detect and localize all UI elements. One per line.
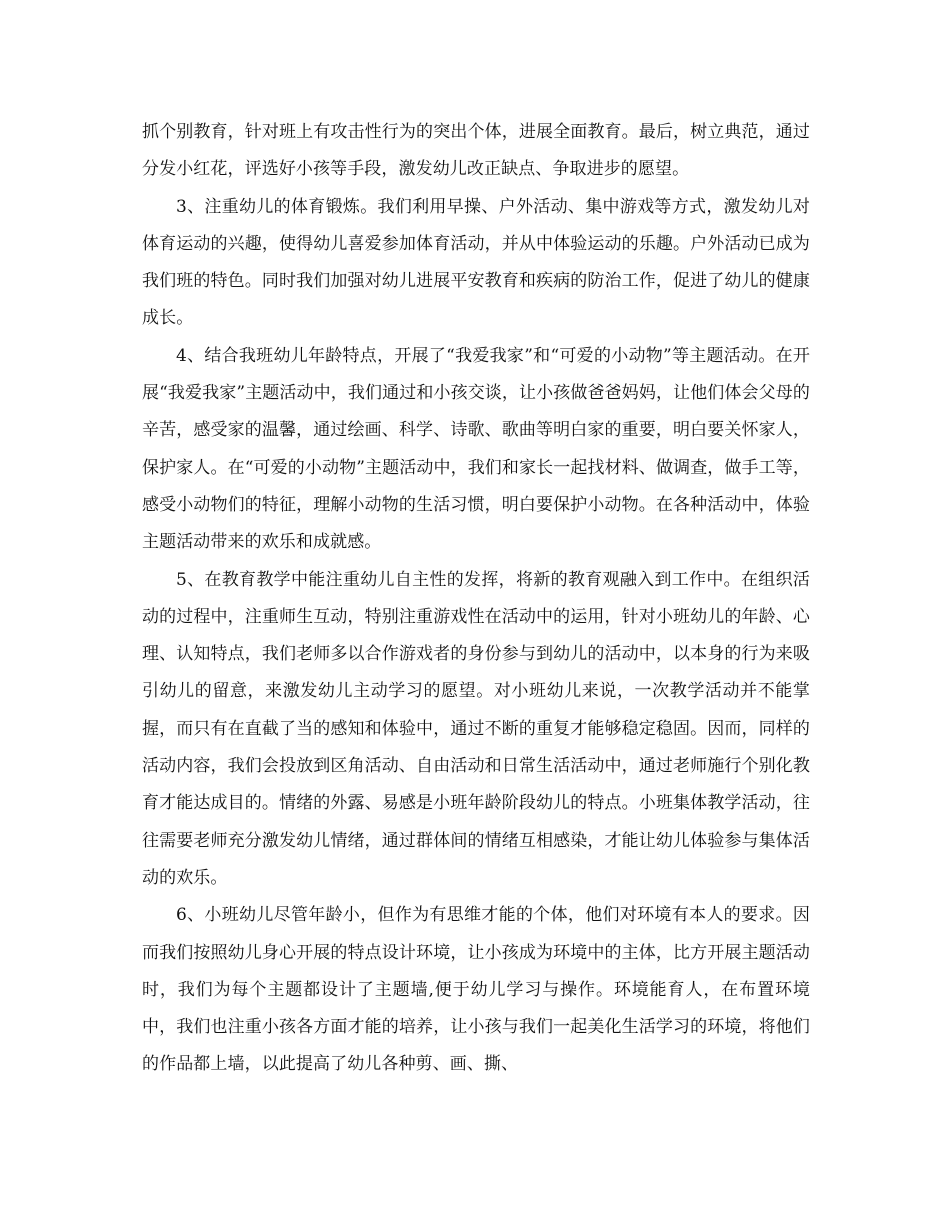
paragraph-continuation: 抓个别教育，针对班上有攻击性行为的突出个体，进展全面教育。最后，树立典范，通过分发小红花，评选好小孩等手段，激发幼儿改正缺点、争取进步的愿望。	[142, 122, 810, 180]
paragraph-item-6: 6、小班幼儿尽管年龄小，但作为有思维才能的个体，他们对环境有本人的要求。因而我们按照幼儿身心开展的特点设计环境，让小孩成为环境中的主体，比方开展主题活动时，我们为每个主题都设计了主题墙,便于幼儿学习与操作。环境能育人，在布置环境中，我们也注重小孩各方面才能的培养，让小孩与我们一起美化生活学习的环境，将他们的作品都上墙，以此提高了幼儿各种剪、画、撕、	[142, 905, 810, 1075]
paragraph-item-3: 3、注重幼儿的体育锻炼。我们利用早操、户外活动、集中游戏等方式，激发幼儿对体育运动的兴趣，使得幼儿喜爱参加体育活动，并从中体验运动的乐趣。户外活动已成为我们班的特色。同时我们加强对幼儿进展平安教育和疾病的防治工作，促进了幼儿的健康成长。	[142, 196, 810, 329]
paragraph-item-4: 4、结合我班幼儿年龄特点，开展了“我爱我家”和“可爱的小动物”等主题活动。在开展“我爱我家”主题活动中，我们通过和小孩交谈，让小孩做爸爸妈妈，让他们体会父母的辛苦，感受家的温馨，通过绘画、科学、诗歌、歌曲等明白家的重要，明白要关怀家人，保护家人。在“可爱的小动物”主题活动中，我们和家长一起找材料、做调查，做手工等，感受小动物们的特征，理解小动物的生活习惯，明白要保护小动物。在各种活动中，体验主题活动带来的欢乐和成就感。	[142, 345, 810, 553]
document-body	[142, 114, 810, 1084]
paragraph-item-5: 5、在教育教学中能注重幼儿自主性的发挥，将新的教育观融入到工作中。在组织活动的过程中，注重师生互动，特别注重游戏性在活动中的运用，针对小班幼儿的年龄、心理、认知特点，我们老师多以合作游戏者的身份参与到幼儿的活动中，以本身的行为来吸引幼儿的留意，来激发幼儿主动学习的愿望。对小班幼儿来说，一次教学活动并不能掌握，而只有在直截了当的感知和体验中，通过不断的重复才能够稳定稳固。因而，同样的活动内容，我们会投放到区角活动、自由活动和日常生活活动中，通过老师施行个别化教育才能达成目的。情绪的外露、易感是小班年龄阶段幼儿的特点。小班集体教学活动，往往需要老师充分激发幼儿情绪，通过群体间的情绪互相感染，才能让幼儿体验参与集体活动的欢乐。	[142, 569, 810, 888]
